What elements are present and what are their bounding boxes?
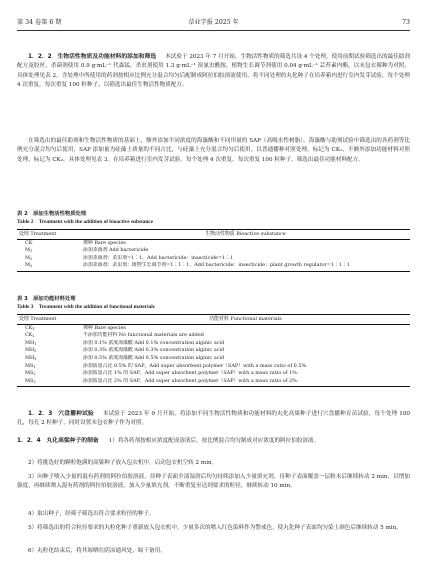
treatment-desc: 添加杀菌剂 Add bactericide (83, 247, 149, 254)
section-1-2-3-para (17, 410, 410, 429)
table-2-col-substance: 生物活性物质 Bioactive substance (81, 230, 410, 240)
table-3-label: 表 3 添加功能材料处理 (17, 296, 76, 302)
treatment-id: $MH_1$ (25, 339, 37, 346)
section-1-2-4-step-1 (17, 437, 410, 446)
table-2-header (17, 230, 410, 240)
section-1-2-4-step-5: 5）将筛选出的符合粒径要求的丸粒化种子重新放入包衣机中，少量多次的喷入红色染料作为警戒色，使丸化种子表面均匀染上颜色后继续转动 5 min。 (28, 525, 402, 531)
table-3-col-materials: 功能材料 Functional materials (81, 315, 410, 325)
treatment-desc: 添加 0.1% 浓度海藻酸 Add 0.1% concentration alginic acid (83, 339, 225, 346)
treatment-desc: 添加 0.5% 浓度海藻酸 Add 0.5% concentration alginic acid (83, 354, 225, 361)
section-1-2-4-step-4: 4）取出种子，经筛子筛选出符合要求粒径的种子。 (28, 511, 155, 517)
table-2-col-treatment: 处理 Treatment (17, 230, 81, 240)
table-row (17, 340, 410, 348)
treatment-id: $M_1$ (25, 247, 33, 254)
table-row (17, 324, 410, 332)
table-3-title: Table 3 Treatment with the addition of functional materials (17, 304, 155, 311)
table-row (17, 332, 410, 340)
table-2-caption (17, 210, 410, 226)
page-number: 73 (402, 19, 410, 26)
section-1-2-2-para-1 (17, 53, 410, 90)
treatment-desc: 添加质量占比 1% 的 SAP，Add super absorbent polymer（SAP）with a mass ratio of 1%. (83, 370, 299, 377)
table-3-header (17, 315, 410, 325)
table-row (17, 239, 410, 247)
treatment-desc: 添加质量占比 2% 的 SAP，Add super absorbent polymer（SAP）with a mass ratio of 2%. (81, 378, 410, 387)
section-1-2-4-step-3: 3）向种子喷入少量的混有药剂的阿拉伯胶溶液，待种子表面全部湿润后均匀持续添加入少量填充剂，待种子表面覆盖一层粉末后继续转动 2 min，以增加强度，再继续喷入混有药剂的阿拉伯胶溶液，加入少量填充剂，不断重复至达到要求的粒径，继续转动 10 min。 (17, 474, 410, 490)
treatment-desc: 添加杀菌剂：杀虫剂=1∶1，Add bactericide：insecticide=1∶1 (83, 254, 234, 261)
section-1-2-2-para-2: 在筛选出的最佳助剂和生物活性物质的基础上，额外添加不同浓度的海藻酸和不同用量的 SAP（高吸水性树脂），海藻酸与助剂试验中筛选出的各药剂等比例充分混合均匀后使用，SAP 添加量为硅藻土质量的不同占比，与硅藻土充分混合均匀后使用。以普通播种对照处理，标记为 CK₁，不额外添加功能材料对照处理，标记为 CK₂，具体处理见表 3。在培养箱进行室内发芽试验，每个处理 4 次重复，每次重复 100 粒种子，筛选出最佳功能材料配方。 (17, 138, 410, 163)
running-header (17, 17, 410, 29)
table-3-col-treatment: 处理 Treatment (17, 315, 81, 325)
treatment-id: $CK_2$ (25, 332, 35, 339)
table-3 (17, 314, 410, 387)
table-2-label: 表 2 添加生物活性物质处理 (17, 211, 87, 217)
section-heading-1-2-3: 1．2．3 穴盘播种试验 (28, 411, 94, 417)
header-rule (17, 30, 410, 31)
table-row (17, 262, 410, 271)
section-1-2-4-step-2: 2）将挑选好的颗粒饱满的高粱种子放入包衣机中，启动包衣机空转 2 min。 (28, 460, 218, 466)
table-row (17, 247, 410, 255)
treatment-id: $M_2$ (25, 254, 33, 261)
treatment-desc: 裸种 Bare species (83, 324, 126, 331)
journal-name: 草业学报 2025 年 (188, 19, 239, 26)
treatment-id: $M_3$ (17, 262, 81, 271)
table-row (17, 255, 410, 263)
treatment-id: $MS_3$ (17, 378, 81, 387)
treatment-id: $MS_1$ (25, 362, 36, 369)
table-row (17, 347, 410, 355)
section-heading-1-2-2: 1．2．2 生物活性物质及功能材料的添加和筛选 (28, 54, 157, 60)
body-text: 本试验于 2023 年 7 月开始。生物活性物质的筛选共设 4 个处理，使用前期试验筛选出的最佳助剂配方及胶丝，杀菌剂使用 0.9 g·mL⁻¹ 代森锰，杀虫剂使用 1.3 g·mL⁻¹ 溴氰虫酰胺，植物生长调节剂使用 0.04 g·mL⁻¹ 芸苔素内酯，以未包衣裸种为对照，具体处理见表 2。含处理中所使用的药剂按相应比例充分混合均匀后配制成阿拉伯胶溶液使用。将不同处理的丸化种子在培养箱内进行室内发芽试验，每个处理 4 次重复，每次重复 100 粒种子，以筛选出最佳生物活性物质配方。 (17, 54, 410, 88)
treatment-desc: 添加杀菌剂：杀虫剂：植物生长调节剂=1∶1∶1，Add bactericide：insecticide：plant growth regulator=1∶1∶1 (81, 262, 410, 271)
treatment-id: $MH_2$ (25, 347, 37, 354)
treatment-desc: 添加质量占比 0.5% 的 SAP，Add super absorbent polymer（SAP）with a mass ratio of 0.5%. (83, 362, 308, 369)
treatment-desc: 添加 0.3% 浓度海藻酸 Add 0.3% concentration alginic acid (83, 347, 225, 354)
step-text: 1）将各药剂按相应浓度配成溶液后，按比例混合均匀制成对应浓度的阿拉伯胶溶液。 (108, 438, 320, 444)
table-row (17, 370, 410, 378)
table-3-caption (17, 295, 410, 311)
treatment-id: $MH_3$ (25, 354, 37, 361)
table-2-title: Table 2 Treatment with the addition of bioactive substance (17, 219, 154, 226)
volume-issue: 第 34 卷第 6 期 (17, 19, 62, 26)
treatment-id: $MS_2$ (25, 370, 36, 377)
table-row (17, 355, 410, 363)
treatment-desc: 不添加功能材料 No functional materials are added (83, 332, 204, 339)
treatment-id: $CK_1$ (25, 324, 35, 331)
treatment-desc: 裸种 Bare species (83, 239, 126, 246)
table-row (17, 378, 410, 387)
body-text: 本试验于 2023 年 9 月开始，将添加不同生物活性物质和功能材料的丸化高粱种子进行穴盘播种育苗试验，每个处理 100 孔，每孔 2 粒种子，同时设置未包衣种子作为对照。 (17, 411, 410, 427)
section-1-2-4-step-6: 6）丸粒化结束后，将其晾晒在阴凉通风处，晾干备用。 (28, 548, 166, 554)
table-row (17, 363, 410, 371)
table-2 (17, 229, 410, 272)
treatment-id: CK (25, 239, 33, 246)
section-heading-1-2-4: 1．2．4 丸化高粱种子的制备 (17, 438, 99, 444)
